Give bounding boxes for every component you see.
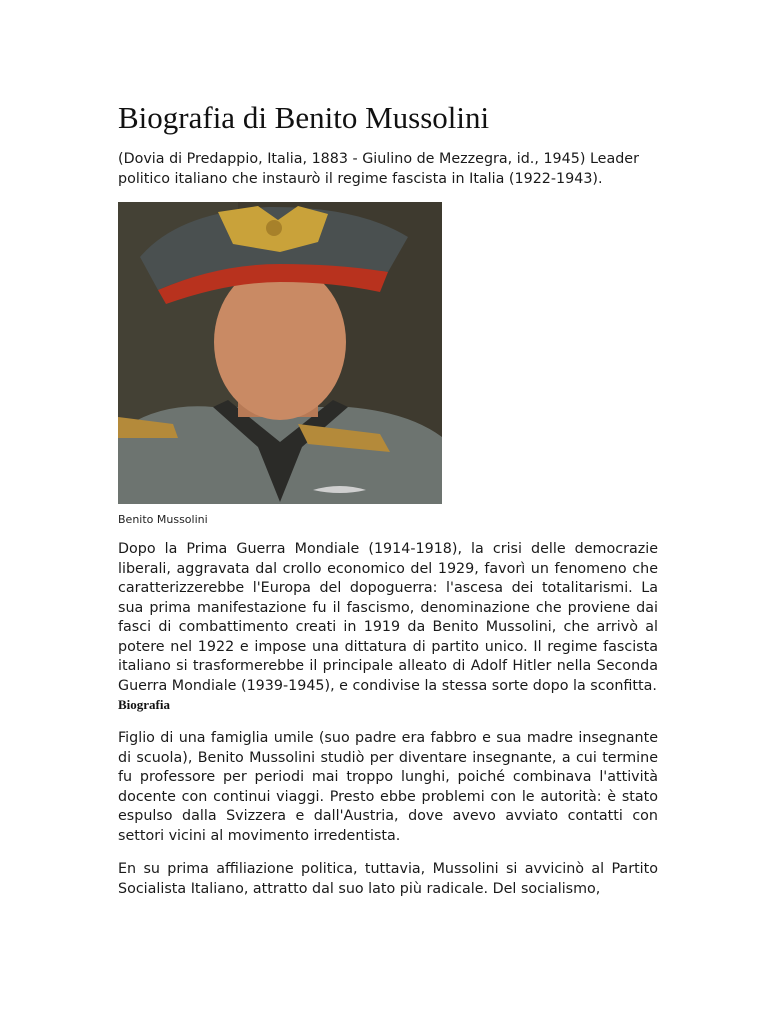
intro-paragraph: (Dovia di Predappio, Italia, 1883 - Giulino de Mezzegra, id., 1945) Leader politico italiano che instaurò il regime fascista in Italia (1922-1943). xyxy=(118,151,639,187)
section-heading: Biografia xyxy=(118,697,170,712)
portrait-illustration xyxy=(118,202,442,504)
paragraph-2: Figlio di una famiglia umile (suo padre era fabbro e sua madre insegnante di scuola), Benito Mussolini studiò per diventare insegnante, a cui termine fu professore per periodi mai troppo lunghi, poiché combinava l'attività docente con continui viaggi. Presto ebbe problemi con le autorità: è stato espulso dalla Svizzera e dall'Austria, dove avevo avviato contatti con settori vicini al movimento irredentista. xyxy=(118,730,658,844)
paragraph-3: En su prima affiliazione politica, tuttavia, Mussolini si avvicinò al Partito Socialista Italiano, attratto dal suo lato più radicale. Del socialismo, xyxy=(118,861,658,897)
page-title: Biografia di Benito Mussolini xyxy=(118,100,490,135)
document-page xyxy=(118,96,658,899)
paragraph-1: Dopo la Prima Guerra Mondiale (1914-1918), la crisi delle democrazie liberali, aggravata dal crollo economico del 1929, favorì un fenomeno che caratterizzerebbe l'Europa del dopoguerra: l'ascesa dei totalitarismi. La sua prima manifestazione fu il fascismo, denominazione che proviene dai fasci di combattimento creati in 1919 da Benito Mussolini, che arrivò al potere nel 1922 e impose una dittatura di partito unico. Il regime fascista italiano si trasformerebbe il principale alleato di Adolf Hitler nella Seconda Guerra Mondiale (1939-1945), e condivise la stessa sorte dopo la sconfitta. xyxy=(118,541,658,694)
portrait-photo xyxy=(118,202,442,504)
face-shape xyxy=(214,264,346,420)
photo-caption: Benito Mussolini xyxy=(118,513,208,526)
